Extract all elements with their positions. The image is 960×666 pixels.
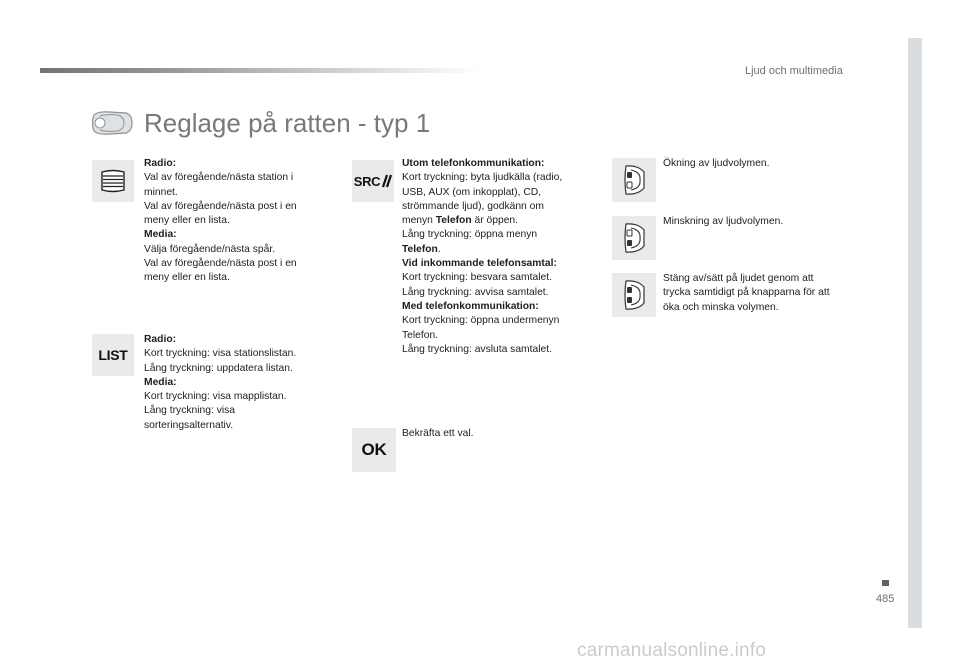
list-text-line: Radio:	[144, 334, 177, 345]
src-description	[402, 157, 587, 357]
list-text-line: Media:	[144, 376, 177, 388]
list-description	[144, 333, 324, 433]
mute-text-line: trycka samtidigt på knapparna för att	[663, 287, 830, 299]
volume-up-button	[612, 158, 656, 202]
list-text-line: Lång tryckning: visa	[144, 405, 236, 417]
src-button	[352, 160, 394, 202]
list-label: LIST	[98, 347, 128, 363]
src-text-line: Kort tryckning: öppna undermenyn	[402, 315, 560, 327]
volume-down-description: Minskning av ljudvolymen.	[663, 216, 784, 227]
src-text-line: Med telefonkommunikation:	[402, 300, 539, 312]
thumbwheel-description	[144, 157, 324, 286]
header-gradient-bar	[40, 68, 480, 73]
thumbwheel-text-line: minnet.	[144, 186, 178, 198]
src-text-line: strömmande ljud), godkänn om	[402, 200, 544, 212]
thumbwheel-text-line: Val av föregående/nästa post i en	[144, 258, 297, 270]
mute-description	[663, 272, 863, 315]
src-text-line: Lång tryckning: avsluta samtalet.	[402, 343, 552, 355]
page-title: Reglage på ratten - typ 1	[144, 108, 431, 138]
section-title: Ljud och multimedia	[745, 65, 843, 77]
src-label: SRC	[353, 173, 381, 189]
src-text-line: Telefon.	[402, 329, 439, 341]
volume-down-button	[612, 216, 656, 260]
src-text-line: Kort tryckning: byta ljudkälla (radio,	[402, 172, 563, 184]
page-number: 485	[876, 593, 895, 605]
mute-text-line: Stäng av/sätt på ljudet genom att	[663, 273, 814, 284]
src-text-line: Lång tryckning: avvisa samtalet.	[402, 286, 549, 298]
mute-icon	[616, 277, 652, 313]
thumbwheel-button	[92, 160, 134, 202]
steering-controls-icon	[88, 109, 134, 137]
watermark: carmanualsonline.info	[577, 640, 767, 661]
src-text-line: USB, AUX (om inkopplat), CD,	[402, 186, 542, 198]
src-text-line: Kort tryckning: besvara samtalet.	[402, 272, 552, 284]
list-text-line: Lång tryckning: uppdatera listan.	[144, 362, 293, 374]
list-text-line: sorteringsalternativ.	[144, 419, 234, 431]
ok-label: OK	[361, 440, 387, 459]
thumbwheel-text-line: Välja föregående/nästa spår.	[144, 243, 276, 255]
src-text-line: Lång tryckning: öppna menyn	[402, 229, 538, 241]
list-text-line: Kort tryckning: visa mapplistan.	[144, 391, 287, 403]
thumbwheel-text-line: Val av föregående/nästa post i en	[144, 200, 297, 212]
src-text-line: Utom telefonkommunikation:	[402, 158, 545, 169]
thumbwheel-text-line: meny eller en lista.	[144, 272, 230, 284]
volume-down-icon	[616, 220, 652, 256]
thumbwheel-text-line: Val av föregående/nästa station i	[144, 172, 294, 184]
ok-button	[352, 428, 396, 472]
src-text-line: menyn Telefon är öppen.	[402, 215, 519, 227]
mute-button	[612, 273, 656, 317]
list-text-line: Kort tryckning: visa stationslistan.	[144, 348, 297, 360]
volume-up-icon	[616, 162, 652, 198]
src-text-line: Vid inkommande telefonsamtal:	[402, 258, 557, 270]
list-button	[92, 334, 134, 376]
thumbwheel-icon	[98, 167, 128, 195]
volume-up-description: Ökning av ljudvolymen.	[663, 158, 770, 169]
ok-description: Bekräfta ett val.	[402, 428, 474, 439]
mute-text-line: öka och minska volymen.	[663, 301, 779, 313]
page-edge-tab	[908, 38, 922, 628]
phone-slash-icon	[380, 173, 392, 189]
page-marker	[882, 580, 889, 586]
src-text-line: Telefon.	[402, 243, 441, 255]
thumbwheel-text-line: Radio:	[144, 158, 177, 169]
thumbwheel-text-line: meny eller en lista.	[144, 215, 230, 227]
thumbwheel-text-line: Media:	[144, 229, 177, 241]
